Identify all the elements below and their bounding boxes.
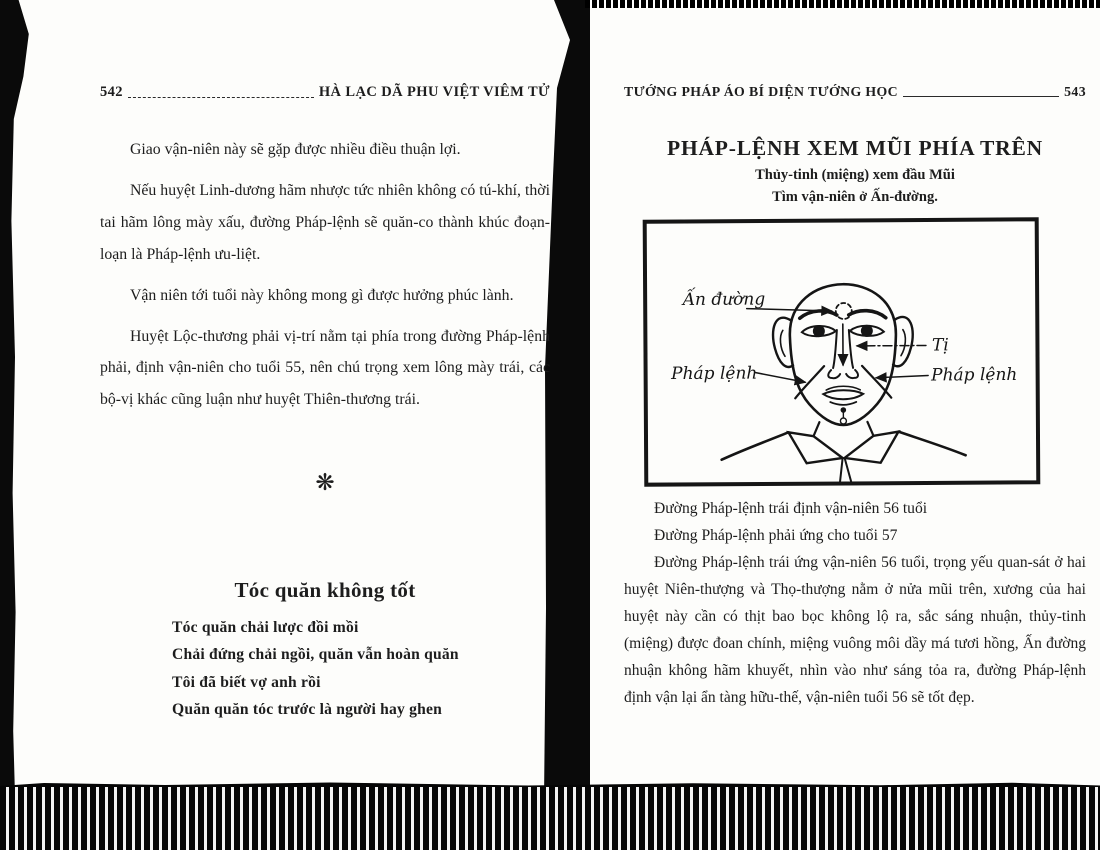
poem-line: Tóc quăn chải lược đồi mồi bbox=[172, 619, 359, 636]
header-rule bbox=[128, 97, 314, 98]
right-page bbox=[624, 84, 1086, 100]
poem-line: Quăn quăn tóc trước là người hay ghen bbox=[172, 701, 442, 719]
film-strip-bottom bbox=[0, 786, 1100, 850]
face-drawing bbox=[721, 283, 966, 484]
figure-caption-lines bbox=[624, 496, 1086, 550]
header-rule bbox=[903, 96, 1059, 97]
left-running-title: HÀ LẠC DÃ PHU VIỆT VIÊM TỬ bbox=[318, 84, 550, 100]
label-phap-lenh-right: Pháp lệnh bbox=[931, 364, 1018, 386]
body-paragraph: Giao vận-niên này sẽ gặp được nhiều điều thuận lợi. bbox=[130, 141, 461, 158]
label-an-duong: Ấn đường bbox=[682, 289, 766, 310]
body-paragraph: Đường Pháp-lệnh trái ứng vận-niên 56 tuổi, trọng yếu quan-sát ở hai huyệt Niên-thượng và Thọ-thượng nằm ở nửa mũi trên, xương của hai huyệt này cần có thịt bao bọc không lộ ra, sắc sáng nhuận, thủy-tinh (miệng) được đoan chính, miệng vuông môi dầy má tươi hồng, Ấn đường nhuận không hãm khuyết, nhìn vào như sáng tỏa ra, đường Pháp-lệnh định vận lại ẩn tàng hữu-thế, vận-niên tuổi 56 sẽ tốt đẹp. bbox=[624, 554, 1086, 706]
label-ti: Tị bbox=[931, 335, 949, 356]
chapter-subtitle-1: Thủy-tinh (miệng) xem đầu Mũi bbox=[755, 167, 955, 183]
chapter-subtitle-2: Tìm vận-niên ở Ấn-đường. bbox=[772, 188, 938, 205]
caption-line: Đường Pháp-lệnh trái định vận-niên 56 tuổi bbox=[654, 500, 928, 517]
body-paragraph: Huyệt Lộc-thương phải vị-trí nằm tại phía trong đường Pháp-lệnh phải, định vận-niên cho tuổi 55, nên chú trọng xem lông mày trái, các bộ-vị khác cũng luận như huyệt Thiên-thương trái. bbox=[100, 327, 550, 409]
film-edge-left bbox=[0, 0, 30, 850]
right-running-title: TƯỚNG PHÁP ÁO BÍ DIỆN TƯỚNG HỌC bbox=[624, 84, 899, 99]
phap-lenh-right-arrow bbox=[876, 375, 928, 377]
poem-line: Chải đứng chải ngồi, quăn vẫn hoàn quăn bbox=[172, 646, 459, 664]
body-paragraph: Nếu huyệt Linh-dương hãm nhược tức nhiên không có tú-khí, thời tai hãm lông mày xấu, đường Pháp-lệnh sẽ quăn-co thành khúc đoạn-loạn là Pháp-lệnh ưu-liệt. bbox=[100, 181, 550, 263]
an-duong-spot bbox=[836, 303, 852, 319]
body-paragraph: Vận niên tới tuổi này không mong gì được hưởng phúc lành. bbox=[130, 286, 514, 304]
flower-divider: ❋ bbox=[315, 470, 335, 495]
face-figure bbox=[642, 217, 1041, 492]
film-strip-top bbox=[585, 0, 1100, 8]
face-diagram bbox=[642, 217, 1041, 487]
figure-frame bbox=[645, 219, 1039, 484]
right-page-body bbox=[624, 550, 1086, 712]
left-page bbox=[100, 84, 550, 101]
chapter-title: PHÁP-LỆNH XEM MŨI PHÍA TRÊN bbox=[667, 136, 1043, 160]
label-phap-lenh-left: Pháp lệnh bbox=[671, 363, 758, 385]
chapter-heading-block bbox=[624, 136, 1086, 209]
left-page-header bbox=[100, 84, 550, 101]
left-page-body bbox=[100, 134, 550, 425]
section-heading: Tóc quăn không tốt bbox=[234, 578, 416, 602]
caption-line: Đường Pháp-lệnh phải ứng cho tuổi 57 bbox=[654, 526, 898, 544]
left-page-number: 542 bbox=[100, 84, 123, 100]
poem-line: Tôi đã biết vợ anh rồi bbox=[172, 673, 321, 691]
poem-block bbox=[172, 614, 572, 724]
right-page-number: 543 bbox=[1064, 84, 1086, 99]
phap-lenh-left-arrow bbox=[755, 372, 805, 382]
right-page-header bbox=[624, 84, 1086, 100]
